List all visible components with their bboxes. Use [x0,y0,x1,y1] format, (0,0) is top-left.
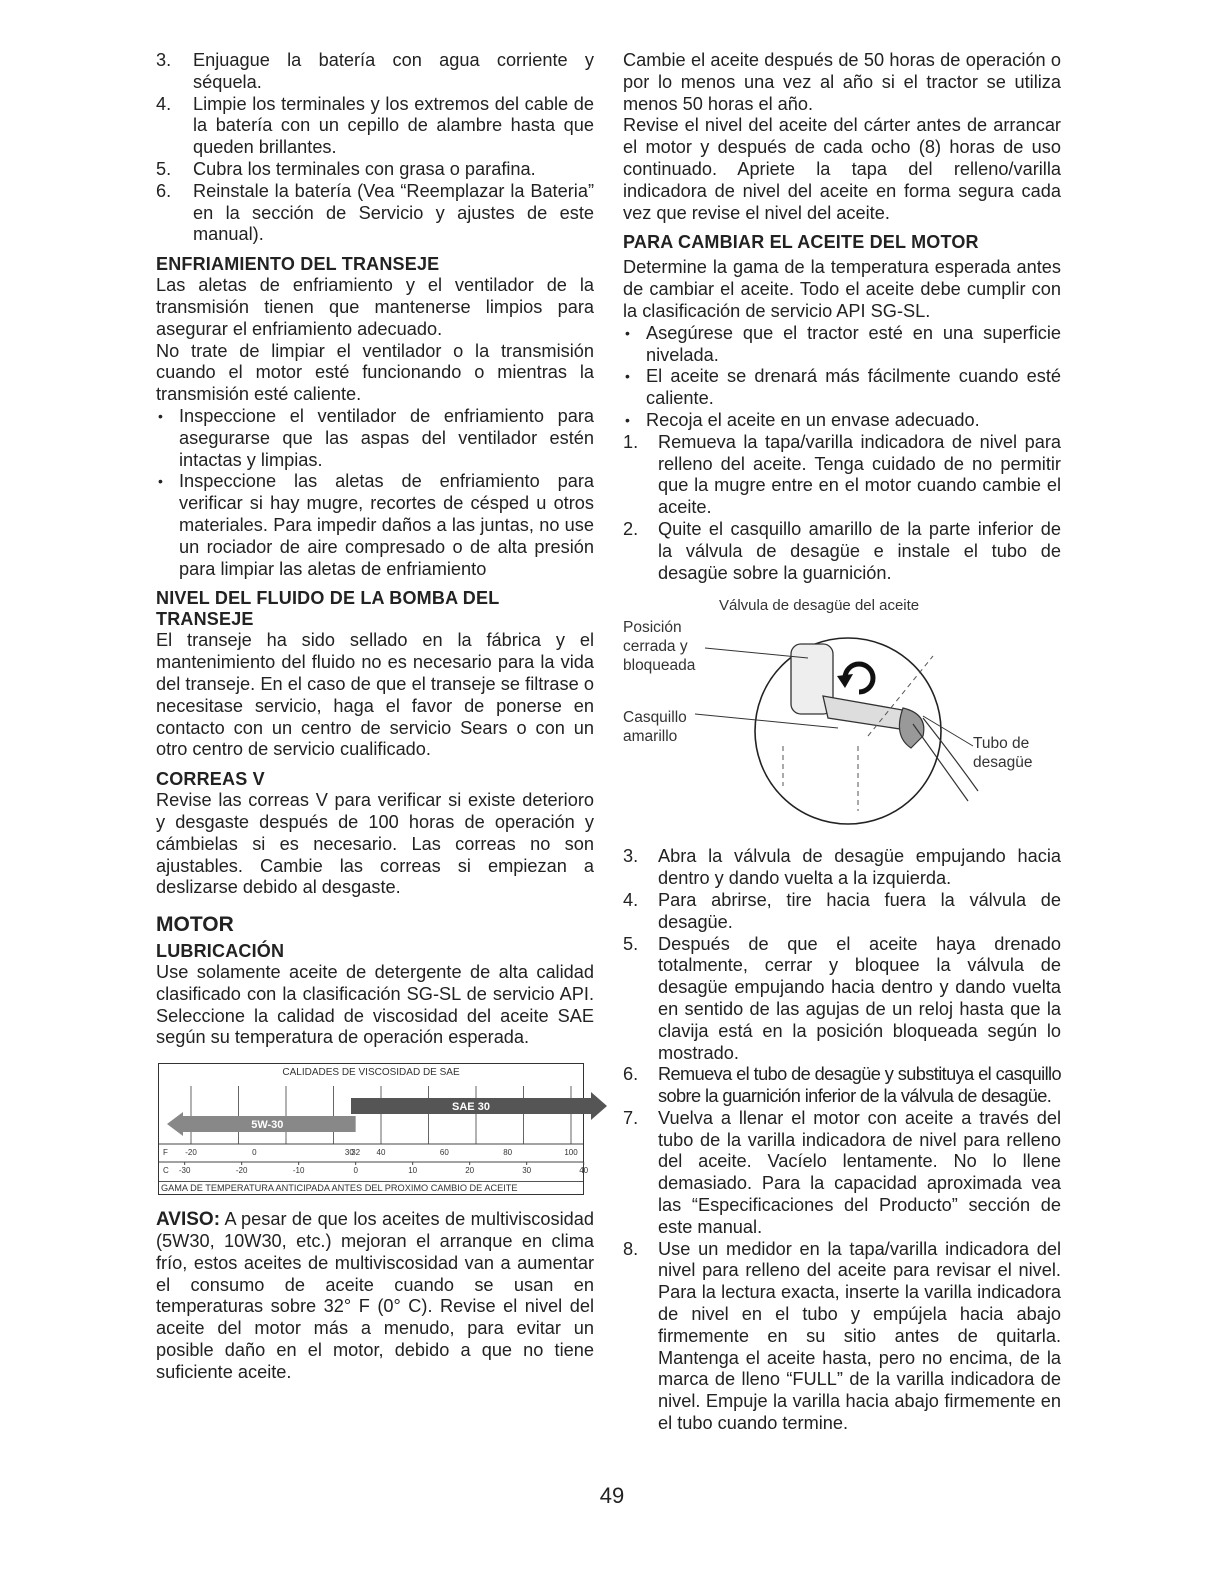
tick-label-f: -20 [185,1148,197,1158]
section-heading-nivel: NIVEL DEL FLUIDO DE LA BOMBA DEL TRANSEJE [156,588,500,630]
tick-label-f: 30 [344,1148,354,1158]
viscosity-chart [158,1063,589,1195]
paragraph: Revise las correas V para verificar si existe deterioro y desgaste después de 100 horas de operación y cámbielas si es necesario. Las correas no son ajustables. Cambie las correas si empiezan a deslizarse debido al desgaste. [156,790,594,898]
aviso-label: AVISO: [156,1209,221,1231]
tick-label-f: 32 [351,1148,361,1158]
oil-change-steps-list-2 [623,846,1061,1435]
figure-title: Válvula de desagüe del aceite [719,597,920,615]
list-item: 3. Enjuague la batería con agua corriente y séquela. [156,50,594,92]
list-item: 1. Remueva la tapa/varilla indicadora de nivel para relleno del aceite. Tenga cuidado de no permitir que la mugre entre en el motor cuando cambie el aceite. [623,431,1061,518]
list-item: • Inspeccione las aletas de enfriamiento para verificar si hay mugre, recortes de césped u otros materiales. Para impedir daños a las juntas, no use un rociador de aire compresado o de alta presión para limpiar las aletas de enfriamiento [156,471,594,580]
series-label: 5W-30 [251,1119,284,1132]
list-item: 5. Después de que el aceite haya drenado totalmente, cerrar y bloquee la válvula de desagüe empujando hacia dentro y dando vuelta en sentido de las agujas de un reloj hasta que la clavija está en la posición bloqueada según lo mostrado. [623,933,1061,1063]
section-heading-correas: CORREAS V [156,769,265,790]
label-cap: Casquillo amarillo [623,709,687,746]
tick-label-c: -20 [235,1166,248,1176]
battery-steps-list [156,50,594,246]
section-heading-lubricacion: LUBRICACIÓN [156,941,285,962]
tick-label-c: 40 [579,1166,589,1176]
paragraph: El transeje ha sido sellado en la fábrica y el mantenimiento del fluido no es necesario para la vida del transeje. En el caso de que el transeje se filtrase o necesitase servicio, haga el favor de ponerse en contacto con un centro de servicio Sears o con un otro centro de servicio cualificado. [156,630,594,760]
right-column [623,50,1061,1435]
tick-label-f: 60 [439,1148,449,1158]
section-heading-cambiar: PARA CAMBIAR EL ACEITE DEL MOTOR [623,232,979,253]
axis-label-f: F [163,1148,168,1158]
series-arrow-left [167,1112,183,1136]
list-item: 2. Quite el casquillo amarillo de la parte inferior de la válvula de desagüe e instale el tubo de desagüe sobre la guarnición. [623,518,1061,583]
page-number: 49 [599,1483,625,1508]
list-item: • Inspeccione el ventilador de enfriamiento para asegurarse que las aspas del ventilador estén intactas y limpias. [156,406,594,471]
paragraph: No trate de limpiar el ventilador o la transmisión cuando el motor esté funcionando o mientras la transmisión esté caliente. [156,340,594,405]
tick-label-c: 20 [465,1166,475,1176]
tick-label-f: 80 [503,1148,513,1158]
label-tube: Tubo de desagüe [973,735,1033,772]
tick-label-c: 30 [522,1166,532,1176]
aviso-paragraph: AVISO: A pesar de que los aceites de multiviscosidad (5W30, 10W30, etc.) mejoran el arranque en clima frío, estos aceites de multiviscosidad van a aumentar el consumo de aceite cuando se usan en temperaturas sobre 32° F (0° C). Revise el nivel del aceite del motor más a menudo, para evitar un posible daño en el motor, debido a que no tiene suficiente aceite. [156,1209,594,1382]
paragraph: Las aletas de enfriamiento y el ventilador de la transmisión tienen que mantenerse limpios para asegurar el enfriamiento adecuado. [156,275,594,339]
tick-label-f: 0 [252,1148,257,1158]
bullet-list [623,323,1061,432]
tick-label-c: 0 [353,1166,358,1176]
bullet-list [156,406,594,580]
series-arrow-right [591,1092,607,1120]
list-item: 8. Use un medidor en la tapa/varilla indicadora del nivel para relleno del aceite para revisar el nivel. Para la lectura exacta, inserte la varilla indicadora de nivel en el tubo y empújela hacia abajo firmemente en su sitio antes de quitarla. Mantenga el aceite hasta, pero no encima, de la marca de lleno “FULL” de la varilla indicadora de nivel. Empuje la varilla hacia abajo firmemente en el tubo cuando termine. [623,1238,1061,1434]
series-label: SAE 30 [452,1101,490,1114]
drain-valve-figure [623,596,1061,846]
list-item: • Asegúrese que el tractor esté en una superficie nivelada. [623,323,1061,367]
list-item: 7. Vuelva a llenar el motor con aceite a través del tubo de la varilla indicadora de nivel para relleno del aceite. Vacíelo lentamente. No lo llene demasiado. Para la capacidad aproximada vea las “Especificaciones del Producto” sección de este manual. [623,1107,1061,1237]
section-heading-enfriamiento: ENFRIAMIENTO DEL TRANSEJE [156,254,440,275]
tick-label-f: 100 [564,1148,578,1158]
axis-label-c: C [163,1166,169,1176]
list-item: 4. Limpie los terminales y los extremos del cable de la batería con un cepillo de alambre hasta que queden brillantes. [156,93,594,158]
paragraph: Revise el nivel del aceite del cárter antes de arrancar el motor y después de cada ocho (8) horas de uso continuado. Apriete la tapa del relleno/varilla indicadora de nivel del aceite en forma segura cada vez que revise el nivel del aceite. [623,115,1061,223]
list-item: 6. Remueva el tubo de desagüe y substituya el casquillo sobre la guarnición inferior de la válvula de desagüe. [623,1064,1061,1107]
list-item: 5. Cubra los terminales con grasa o parafina. [156,158,536,179]
chart-title: CALIDADES DE VISCOSIDAD DE SAE [282,1067,460,1079]
section-heading-motor: MOTOR [156,913,234,937]
list-item: • Recoja el aceite en un envase adecuado. [623,410,1061,432]
list-item: 4. Para abrirse, tire hacia fuera la válvula de desagüe. [623,889,1061,932]
list-item: 3. Abra la válvula de desagüe empujando hacia dentro y dando vuelta a la izquierda. [623,846,1061,889]
tick-label-c: 10 [408,1166,418,1176]
viscosity-chart-svg [159,1064,589,1194]
tick-label-c: -10 [292,1166,305,1176]
list-item: • El aceite se drenará más fácilmente cuando esté caliente. [623,366,1061,410]
list-item: 6. Reinstale la batería (Vea “Reemplazar la Bateria” en la sección de Servicio y ajustes de este manual). [156,180,594,245]
tick-label-c: -30 [178,1166,191,1176]
paragraph: Cambie el aceite después de 50 horas de operación o por lo menos una vez al año si el tractor se utiliza menos 50 horas el año. [623,50,1061,114]
label-position: Posición cerrada y bloqueada [623,619,696,675]
left-column [156,50,594,1384]
chart-footer: GAMA DE TEMPERATURA ANTICIPADA ANTES DEL PROXIMO CAMBIO DE ACEITE [159,1181,583,1194]
tick-label-f: 40 [376,1148,386,1158]
drain-valve-drawing [623,596,1061,846]
paragraph: Determine la gama de la temperatura esperada antes de cambiar el aceite. Todo el aceite debe cumplir con la clasificación de servicio API SG-SL. [623,257,1061,321]
paragraph: Use solamente aceite de detergente de alta calidad clasificado con la clasificación SG-SL de servicio API. Seleccione la calidad de viscosidad del aceite SAE según su temperatura de operación esperada. [156,962,594,1048]
oil-change-steps-list [623,432,1061,585]
